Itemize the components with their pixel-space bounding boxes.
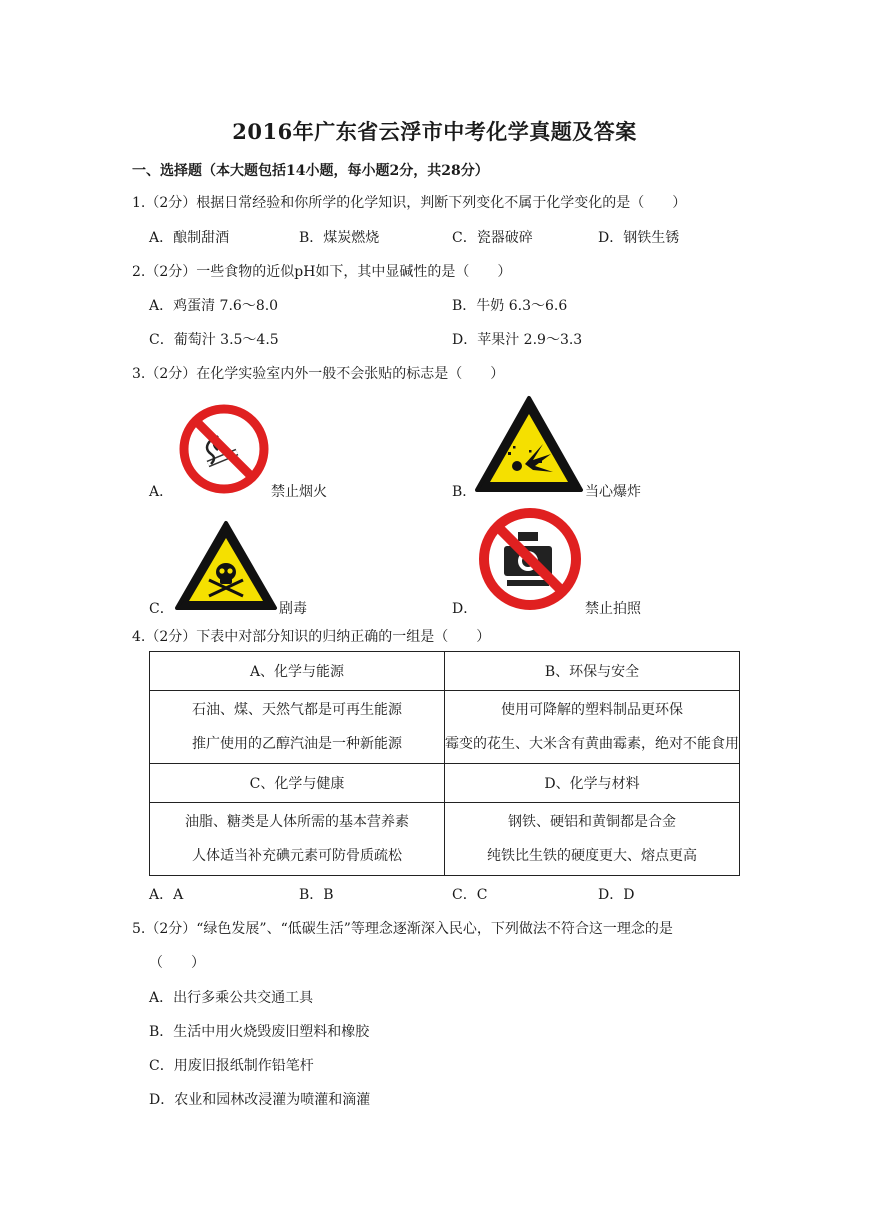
q1-option-b: B．煤炭燃烧 (299, 230, 380, 246)
toxic-warning-sign-icon (173, 520, 279, 612)
q5-option-a: A．出行多乘公共交通工具 (149, 990, 314, 1006)
table-a-line-2: 推广使用的乙醇汽油是一种新能源 (192, 736, 402, 752)
q3-option-b-caption: 当心爆炸 (585, 484, 641, 500)
q4-option-c: C．C (452, 887, 488, 903)
question-5-stem-cont: （ ） (149, 955, 205, 971)
table-a-line-1: 石油、煤、天然气都是可再生能源 (192, 702, 402, 718)
table-d-line-1: 钢铁、硬铝和黄铜都是合金 (508, 814, 676, 830)
q3-option-c-caption: 剧毒 (279, 601, 307, 617)
question-1-stem: 1.（2分）根据日常经验和你所学的化学知识，判断下列变化不属于化学变化的是（ ） (132, 195, 687, 211)
no-photography-sign-icon (474, 506, 586, 612)
knowledge-table (149, 651, 740, 876)
table-cell-c-header: C、化学与健康 (150, 764, 445, 803)
table-cell-a-body (150, 691, 445, 764)
q3-option-a-caption: 禁止烟火 (271, 484, 327, 500)
q1-option-c: C．瓷器破碎 (452, 230, 533, 246)
question-4-stem: 4.（2分）下表中对部分知识的归纳正确的一组是（ ） (132, 629, 491, 645)
table-d-line-2: 纯铁比生铁的硬度更大、熔点更高 (487, 848, 697, 864)
q3-option-d-letter: D． (452, 601, 478, 617)
q2-option-b: B．牛奶 6.3～6.6 (452, 298, 568, 314)
q3-option-c-letter: C． (149, 601, 174, 617)
q4-option-a: A．A (149, 887, 184, 903)
no-smoking-sign-icon (175, 402, 273, 496)
table-cell-a-header: A、化学与能源 (150, 652, 445, 691)
q1-option-d: D．钢铁生锈 (598, 230, 680, 246)
q5-option-b: B．生活中用火烧毁废旧塑料和橡胶 (149, 1024, 370, 1040)
table-c-line-1: 油脂、糖类是人体所需的基本营养素 (185, 814, 409, 830)
q5-option-c: C．用废旧报纸制作铅笔杆 (149, 1058, 314, 1074)
q2-option-d: D．苹果汁 2.9～3.3 (452, 332, 583, 348)
document-title: 2016年广东省云浮市中考化学真题及答案 (232, 119, 637, 144)
question-3-stem: 3.（2分）在化学实验室内外一般不会张贴的标志是（ ） (132, 366, 505, 382)
table-cell-d-body (445, 803, 740, 876)
q3-option-b-letter: B． (452, 484, 477, 500)
table-cell-b-header: B、环保与安全 (445, 652, 740, 691)
table-cell-d-header: D、化学与材料 (445, 764, 740, 803)
q2-option-a: A．鸡蛋清 7.6～8.0 (149, 298, 279, 314)
table-cell-c-body (150, 803, 445, 876)
q4-option-b: B．B (299, 887, 334, 903)
q3-option-d-caption: 禁止拍照 (585, 601, 641, 617)
table-c-line-2: 人体适当补充碘元素可防骨质疏松 (192, 848, 402, 864)
explosion-warning-sign-icon (473, 394, 585, 496)
table-b-line-1: 使用可降解的塑料制品更环保 (501, 702, 683, 718)
q2-option-c: C．葡萄汁 3.5～4.5 (149, 332, 279, 348)
q3-option-a-letter: A． (149, 484, 174, 500)
table-b-line-2: 霉变的花生、大米含有黄曲霉素，绝对不能食用 (445, 736, 739, 752)
question-2-stem: 2.（2分）一些食物的近似pH如下，其中显碱性的是（ ） (132, 264, 512, 280)
q5-option-d: D．农业和园林改浸灌为喷灌和滴灌 (149, 1092, 371, 1108)
question-5-stem: 5.（2分）“绿色发展”、“低碳生活”等理念逐渐深入民心，下列做法不符合这一理念的是 (132, 921, 673, 937)
table-cell-b-body (445, 691, 740, 764)
section-heading: 一、选择题（本大题包括14小题，每小题2分，共28分） (132, 163, 489, 179)
q1-option-a: A．酿制甜酒 (149, 230, 230, 246)
q4-option-d: D．D (598, 887, 635, 903)
